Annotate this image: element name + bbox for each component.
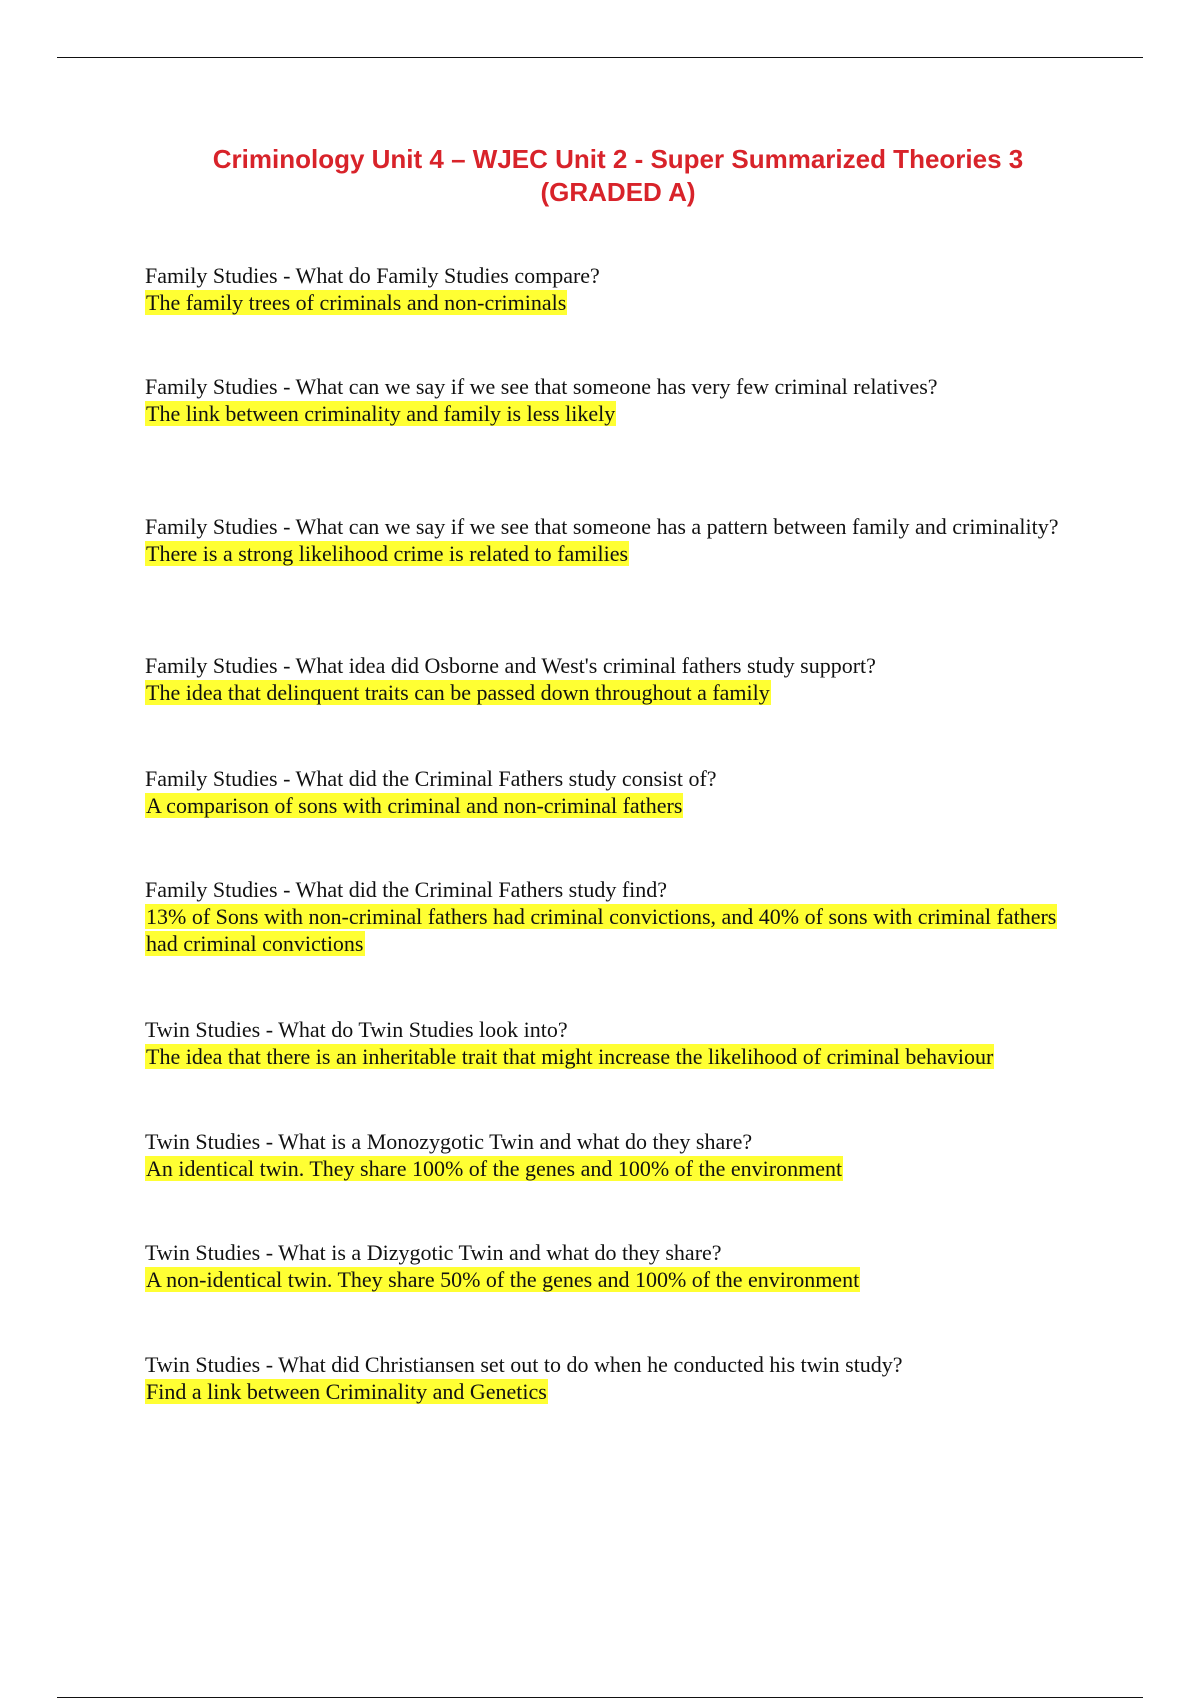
qa-item-9 [145,1239,1080,1293]
qa-item-10 [145,1351,1080,1405]
answer-7: The idea that there is an inheritable trait that might increase the likelihood of criminal behaviour [146,1044,994,1069]
answer-9: A non-identical twin. They share 50% of the genes and 100% of the environment [146,1267,860,1292]
qa-item-4 [145,652,1080,706]
answer-5: A comparison of sons with criminal and non-criminal fathers [146,793,683,818]
qa-item-5 [145,765,1080,819]
question-4: Family Studies - What idea did Osborne and West's criminal fathers study support? [145,653,876,678]
answer-6: 13% of Sons with non-criminal fathers had criminal convictions, and 40% of sons with criminal fathers had criminal convictions [146,904,1057,956]
question-3: Family Studies - What can we say if we see that someone has a pattern between family and criminality? [145,514,1059,539]
qa-item-3 [145,513,1080,567]
question-8: Twin Studies - What is a Monozygotic Twin and what do they share? [145,1129,753,1154]
document-title: Criminology Unit 4 – WJEC Unit 2 - Super Summarized Theories 3 (GRADED A) [212,144,1024,207]
question-5: Family Studies - What did the Criminal Fathers study consist of? [145,766,717,791]
qa-item-2 [145,373,1080,427]
qa-item-6 [145,876,1080,957]
answer-2: The link between criminality and family is less likely [146,401,616,426]
qa-item-1 [145,262,1080,316]
question-1: Family Studies - What do Family Studies compare? [145,263,600,288]
top-rule [57,57,1143,58]
bottom-rule [57,1697,1143,1698]
answer-1: The family trees of criminals and non-criminals [146,290,567,315]
answer-10: Find a link between Criminality and Genetics [146,1379,547,1404]
question-7: Twin Studies - What do Twin Studies look into? [145,1017,568,1042]
answer-3: There is a strong likelihood crime is related to families [146,541,629,566]
question-2: Family Studies - What can we say if we see that someone has very few criminal relatives? [145,374,938,399]
question-6: Family Studies - What did the Criminal Fathers study find? [145,877,668,902]
question-9: Twin Studies - What is a Dizygotic Twin and what do they share? [145,1240,722,1265]
qa-item-7 [145,1016,1080,1070]
qa-item-8 [145,1128,1080,1182]
answer-8: An identical twin. They share 100% of the genes and 100% of the environment [146,1156,843,1181]
answer-4: The idea that delinquent traits can be passed down throughout a family [146,680,770,705]
question-10: Twin Studies - What did Christiansen set out to do when he conducted his twin study? [145,1352,903,1377]
